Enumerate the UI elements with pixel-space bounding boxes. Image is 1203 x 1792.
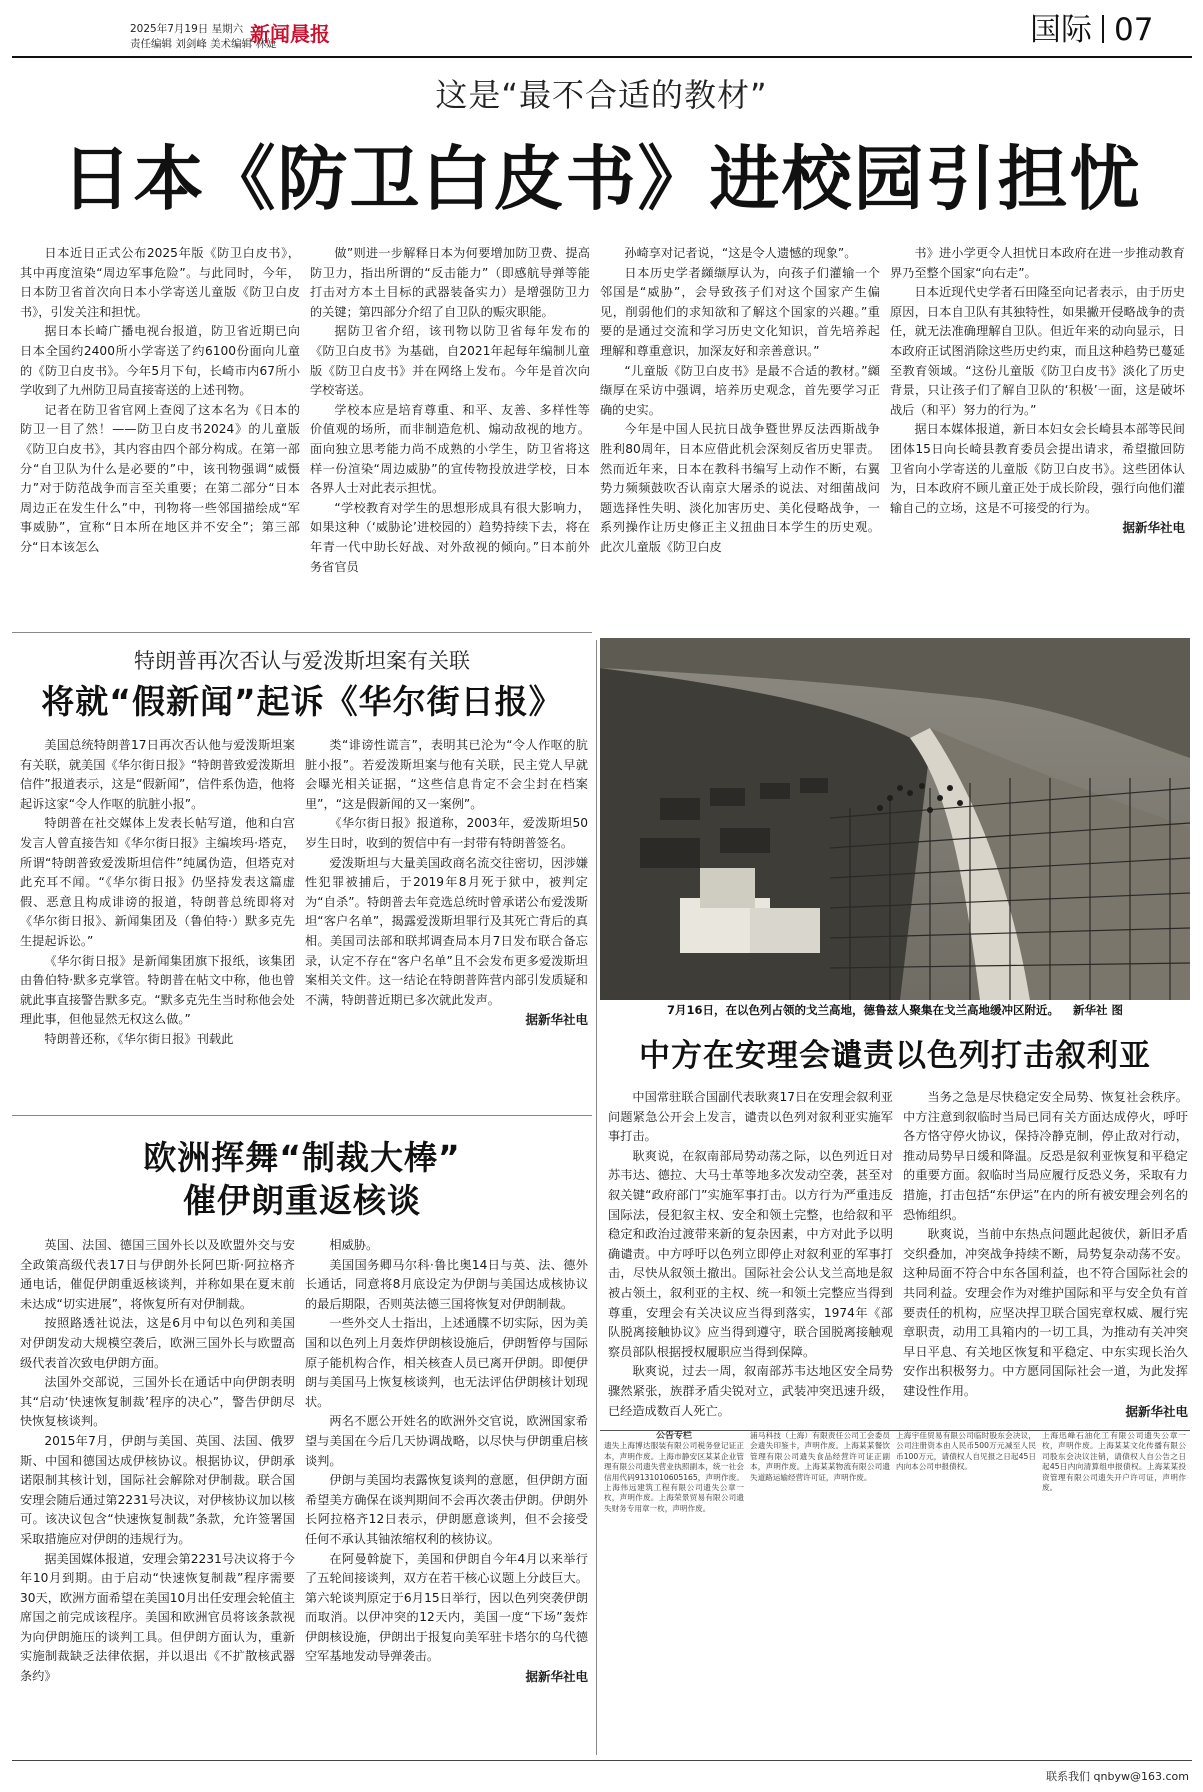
paragraph: 特朗普还称，《华尔街日报》刊载此 <box>44 1031 234 1046</box>
trump-col-1 <box>20 736 295 1106</box>
golan-heights-photo <box>600 638 1190 1000</box>
paragraph: 2015年7月，伊朗与美国、英国、法国、俄罗斯、中国和德国达成伊核协议。根据协议，伊朗承诺限制其核计划，国际社会解除对伊制裁。联合国安理会随后通过第2231号决议，对伊核协议加以核可。该决议包含“快速恢复制裁”条款，允许签署国采取措施应对伊朗的违规行为。 <box>20 1433 295 1546</box>
paragraph: 英国、法国、德国三国外长以及欧盟外交与安全政策高级代表17日与伊朗外长阿巴斯·阿拉格齐通电话，催促伊朗重返核谈判，并称如果在夏末前未达成“切实进展”，将恢复所有对伊制裁。 <box>20 1238 295 1311</box>
paragraph: 伊朗与美国均表露恢复谈判的意愿，但伊朗方面希望美方确保在谈判期间不会再次袭击伊朗。伊朗外长阿拉格齐12日表示，伊朗愿意谈判，但不会接受任何不承认其铀浓缩权利的核协议。 <box>305 1473 588 1546</box>
photo-caption <box>600 1002 1190 1018</box>
top-rule <box>12 56 1192 58</box>
paragraph: 耿爽说，在叙南部局势动荡之际，以色列近日对苏韦达、德拉、大马士革等地多次发动空袭，甚至对叙关键“政府部门”实施军事打击。以方行为严重违反国际法，侵犯叙主权、安全和领土完整，也给叙和平稳定和政治过渡带来新的复杂因素，中方对此予以明确谴责。中方呼吁以色列立即停止对叙利亚的军事打击，尽快从叙领土撤出。国际社会公认戈兰高地是叙被占领土，叙利亚的主权、统一和领土完整应当得到尊重，安理会有关决议应当得到落实，1974年《部队脱离接触协议》应当得到遵守，联合国脱离接触观察员部队根据授权履职应当得到保障。 <box>608 1148 893 1359</box>
trump-col-2 <box>305 736 588 1106</box>
paragraph: 两名不愿公开姓名的欧洲外交官说，欧洲国家希望与美国在今后几天协调战略，以尽快与伊朗重启核谈判。 <box>305 1414 588 1468</box>
paragraph: 学校本应是培育尊重、和平、友善、多样性等价值观的场所，而非制造危机、煽动敌视的地方。面向独立思考能力尚不成熟的小学生，防卫省将这样一份渲染“周边威胁”的宣传物投放进学校，日本各界人士对此表示担忧。 <box>310 402 590 496</box>
newspaper-logo: 新闻晨报 <box>250 22 330 46</box>
paragraph: 书》进小学更令人担忧日本政府在进一步推动教育界乃至整个国家“向右走”。 <box>890 246 1185 280</box>
footer-contact: 联系我们 qnbyw@163.com <box>1046 1770 1189 1783</box>
main-kicker: 这是“最不合适的教材” <box>435 76 768 114</box>
paragraph: 当务之急是尽快稳定安全局势、恢复社会秩序。中方注意到叙临时当局已同有关方面达成停火，呼吁各方恪守停火协议，保持冷静克制，停止敌对行动，推动局势早日缓和降温。反恐是叙利亚恢复和平稳定的重要方面。叙临时当局应履行反恐义务，采取有力措施，打击包括“东伊运”在内的所有被安理会列名的恐怖组织。 <box>903 1090 1188 1222</box>
paragraph: 特朗普在社交媒体上发表长帖写道，他和白宫发言人曾直接告知《华尔街日报》主编埃玛·塔克，所谓“特朗普致爱泼斯坦信件”纯属伪造，但塔克对此充耳不闻。“《华尔街日报》仍坚持发表这篇虚假、恶意且构成诽谤的报道，特朗普总统即将对《华尔街日报》、新闻集团及（鲁伯特·）默多克先生提起诉讼。” <box>20 816 295 948</box>
paragraph: 日本近现代史学者石田隆至向记者表示，由于历史原因，日本自卫队有其独特性，如果撇开侵略战争的责任，就无法准确理解自卫队。但近年来的动向显示，日本政府正试图消除这些历史约束，而且这种趋势已蔓延至教育领域。“这份儿童版《防卫白皮书》淡化了历史背景，只让孩子们了解自卫队的‘积极’一面，这是破坏战后（和平）努力的行为。” <box>890 285 1185 417</box>
section-header <box>1030 12 1153 48</box>
notice-text: 上海迅峰石油化工有限公司遗失公章一枚，声明作废。上海某某文化传播有限公司股东会决议注销，请债权人自公告之日起45日内向清算组申报债权。上海某某投资管理有限公司遗失开户许可证，声明作废。 <box>1042 1431 1186 1493</box>
section-rule <box>12 632 592 633</box>
paragraph: 耿爽说，当前中东热点问题此起彼伏，新旧矛盾交织叠加，冲突战争持续不断，局势复杂动荡不安。这种局面不符合中东各国利益，也不符合国际社会的共同利益。安理会作为对维护国际和平与安全负有首要责任的机构，应坚决捍卫联合国宪章权威、履行宪章职责，动用工具箱内的一切工具，为推动有关冲突早日平息、有关地区恢复和平稳定、中东实现长治久安作出积极努力。中方愿同国际社会一道，为此发挥建设性作用。 <box>903 1227 1188 1398</box>
paragraph: 据防卫省介绍，该刊物以防卫省每年发布的《防卫白皮书》为基础，自2021年起每年编制儿童版《防卫白皮书》并在网络上发布。今年是首次向学校寄送。 <box>310 324 590 398</box>
notice-col-2 <box>750 1431 890 1753</box>
main-col-2 <box>310 244 590 624</box>
main-col-1 <box>20 244 300 624</box>
main-col-4 <box>890 244 1185 624</box>
paragraph: “儿童版《防卫白皮书》是最不合适的教材。”纐缬厚在采访中强调，培养历史观念，首先要学习正确的史实。 <box>600 363 880 417</box>
paragraph: 耿爽说，过去一周，叙南部苏韦达地区安全局势骤然紧张，族群矛盾尖锐对立，武装冲突迅速升级，已经造成数百人死亡。 <box>608 1364 893 1418</box>
paragraph: 孙崎享对记者说，“这是令人遗憾的现象”。 <box>624 246 857 260</box>
paragraph: 相威胁。 <box>329 1238 379 1252</box>
paragraph: 据日本媒体报道，新日本妇女会长崎县本部等民间团体15日向长崎县教育委员会提出请求，希望撤回防卫省向小学寄送的儿童版《防卫白皮书》。这些团体认为，日本政府不顾儿童正处于成长阶段，强行向他们灌输自己的立场，这是不可接受的行为。 <box>890 422 1185 515</box>
paragraph: 类“诽谤性谎言”，表明其已沦为“令人作呕的肮脏小报”。若爱泼斯坦案与他有关联，民主党人早就会曝光相关证据，“这些信息肯定不会尘封在档案里”，“这是假新闻的又一案例”。 <box>305 738 588 811</box>
column-divider <box>596 640 597 1755</box>
section-rule <box>12 1115 592 1116</box>
byline: 据新华社电 <box>525 1012 588 1028</box>
section-divider <box>1102 15 1104 43</box>
paragraph: 一些外交人士指出，上述通牒不切实际，因为美国和以色列上月轰炸伊朗核设施后，伊朗暂停与国际原子能机构合作，相关核查人员已离开伊朗。即便伊朗与美国马上恢复核谈判，也无法评估伊朗核计划现状。 <box>305 1316 588 1409</box>
notice-text: 遗失上海博达服装有限公司税务登记证正本，声明作废。上海市静安区某某企业管理有限公司遗失营业执照副本，统一社会信用代码9131010605165，声明作废。上海伟远建筑工程有限公司遗失公章一枚，声明作废。上海荣景贸易有限公司遗失财务专用章一枚，声明作废。 <box>604 1441 744 1513</box>
notice-col-1 <box>604 1431 744 1753</box>
paragraph: 记者在防卫省官网上查阅了这本名为《日本的防卫一目了然！——防卫白皮书2024》的儿童版《防卫白皮书》，其内容由四个部分构成。在第一部分“自卫队为什么是必要的”中，该刊物强调“威慑力”对于防范战争而言至关重要；在第二部分“日本周边正在发生什么”中，刊物将一些邻国描绘成“军事威胁”，宣称“日本所在地区并不安全”；第三部分“日本该怎么 <box>20 402 300 554</box>
notice-col-4 <box>1042 1431 1186 1753</box>
syria-headline: 中方在安理会谴责以色列打击叙利亚 <box>639 1038 1151 1074</box>
paragraph: 《华尔街日报》报道称，2003年，爱泼斯坦50岁生日时，收到的贺信中有一封带有特朗普签名。 <box>305 816 588 850</box>
byline: 据新华社电 <box>1122 520 1185 536</box>
syria-col-1 <box>608 1088 893 1423</box>
europe-col-1 <box>20 1236 295 1754</box>
paragraph: 美国国务卿马尔科·鲁比奥14日与英、法、德外长通话，同意将8月底设定为伊朗与美国达成核协议的最后期限，否则英法德三国将恢复对伊朗制裁。 <box>305 1257 588 1311</box>
paragraph: 据美国媒体报道，安理会第2231号决议将于今年10月到期。由于启动“快速恢复制裁”程序需要30天，欧洲方面希望在美国10月出任安理会轮值主席国之前完成该程序。美国和欧洲官员将该条款视为向伊朗施压的谈判工具。但伊朗方面认为，重新实施制裁缺乏法律依据，并以退出《不扩散核武器条约》 <box>20 1551 295 1684</box>
editors: 责任编辑 刘剑峰 美术编辑 林婕 <box>130 38 277 50</box>
paragraph: 日本近日正式公布2025年版《防卫白皮书》，其中再度渲染“周边军事危险”。与此同时，今年，日本防卫省首次向日本小学寄送儿童版《防卫白皮书》，引发关注和担忧。 <box>20 246 300 319</box>
notice-col-3 <box>896 1431 1036 1753</box>
paragraph: 法国外交部说，三国外长在通话中向伊朗表明其“启动‘快速恢复制裁’程序的决心”，警告伊朗尽快恢复核谈判。 <box>20 1375 295 1429</box>
europe-headline-line1: 欧洲挥舞“制裁大棒” <box>143 1138 461 1177</box>
issue-date: 2025年7月19日 星期六 <box>130 23 244 35</box>
europe-col-2 <box>305 1236 588 1754</box>
paragraph: 美国总统特朗普17日再次否认他与爱泼斯坦案有关联，就美国《华尔街日报》“特朗普致爱泼斯坦信件”报道表示，这是“假新闻”，信件系伪造，他将起诉这家“令人作呕的肮脏小报”。 <box>20 738 295 811</box>
caption-text: 7月16日，在以色列占领的戈兰高地，德鲁兹人聚集在戈兰高地缓冲区附近。 <box>666 1003 1059 1017</box>
notice-text: 上海宇佳贸易有限公司临时股东会决议，公司注册资本由人民币500万元减至人民币100万元，请债权人自见报之日起45日内向本公司申报债权。 <box>896 1431 1036 1472</box>
notice-text: 浦马科技（上海）有限责任公司工会委员会遗失印鉴卡，声明作废。上海某某餐饮管理有限公司遗失食品经营许可证正副本，声明作废。上海某某物流有限公司遗失道路运输经营许可证，声明作废。 <box>750 1431 890 1482</box>
paragraph: 中国常驻联合国副代表耿爽17日在安理会叙利亚问题紧急公开会上发言，谴责以色列对叙利亚实施军事打击。 <box>608 1090 893 1144</box>
page-number: 07 <box>1114 12 1154 48</box>
main-col-3 <box>600 244 880 624</box>
caption-credit: 新华社 图 <box>1073 1003 1124 1017</box>
trump-kicker: 特朗普再次否认与爱泼斯坦案有关联 <box>134 649 470 673</box>
main-headline: 日本《防卫白皮书》进校园引担忧 <box>61 138 1142 220</box>
paragraph: 据日本长崎广播电视台报道，防卫省近期已向日本全国约2400所小学寄送了约6100份面向儿童的《防卫白皮书》。今年5月下旬，长崎市内67所小学收到了九州防卫局直接寄送的上述刊物。 <box>20 324 300 398</box>
paragraph: 做”则进一步解释日本为何要增加防卫费、提高防卫力，指出所谓的“反击能力”（即感航导弹等能打击对方本土目标的武器装备实力）是增强防卫力的关键；第四部分介绍了自卫队的赈灾职能。 <box>310 246 590 319</box>
footer-rule <box>12 1760 1192 1761</box>
paragraph: 今年是中国人民抗日战争暨世界反法西斯战争胜利80周年，日本应借此机会深刻反省历史罪责。然而近年来，日本在教科书编写上动作不断，右翼势力频频鼓吹否认南京大屠杀的说法、对细菌战问题选择性失明、淡化加害历史、美化侵略战争，一系列操作让历史修正主义扭曲日本学生的历史观。此次儿童版《防卫白皮 <box>600 422 880 554</box>
paragraph: 按照路透社说法，这是6月中旬以色列和美国对伊朗发动大规模空袭后，欧洲三国外长与欧盟高级代表首次致电伊朗方面。 <box>20 1316 295 1370</box>
paragraph: 日本历史学者纐缬厚认为，向孩子们灌输一个邻国是“威胁”，会导致孩子们对这个国家产生偏见，削弱他们的求知欲和了解这个国家的兴趣。”重要的是通过交流和学习历史文化知识，首先培养起理解和尊重意识，加深友好和亲善意识。” <box>600 265 880 358</box>
europe-headline-line2: 催伊朗重返核谈 <box>183 1181 421 1220</box>
notice-title: 公告专栏 <box>655 1431 692 1441</box>
paragraph: 爱泼斯坦与大量美国政商名流交往密切，因涉嫌性犯罪被捕后，于2019年8月死于狱中，被判定为“自杀”。特朗普去年竞选总统时曾承诺公布爱泼斯坦“客户名单”，揭露爱泼斯坦罪行及其死亡背后的真相。美国司法部和联邦调查局本月7日发布联合备忘录，认定不存在“客户名单”且不会发布更多爱泼斯坦案相关文件。这一结论在特朗普阵营内部引发质疑和不满，特朗普近期已多次就此发声。 <box>305 855 588 1007</box>
section-name: 国际 <box>1030 12 1092 48</box>
notice-section <box>600 1430 1190 1753</box>
paragraph: “学校教育对学生的思想形成具有很大影响力，如果这种（‘威胁论’进校园的）趋势持续下去，将在年青一代中助长好战、对外敌视的倾向。”日本前外务省官员 <box>310 500 590 574</box>
paragraph: 《华尔街日报》是新闻集团旗下报纸，该集团由鲁伯特·默多克掌管。特朗普在帖文中称，他也曾就此事直接警告默多克。“默多克先生当时称他会处理此事，但他显然无权这么做。” <box>20 953 295 1027</box>
trump-headline: 将就“假新闻”起诉《华尔街日报》 <box>41 682 563 721</box>
byline: 据新华社电 <box>525 1669 588 1685</box>
syria-col-2 <box>903 1088 1188 1423</box>
byline: 据新华社电 <box>1125 1403 1188 1419</box>
news-photo <box>600 638 1190 1000</box>
paragraph: 在阿曼斡旋下，美国和伊朗自今年4月以来举行了五轮间接谈判，双方在若干核心议题上分歧巨大。第六轮谈判原定于6月15日举行，因以色列突袭伊朗而取消。以伊冲突的12天内，美国一度“下场”轰炸伊朗核设施，伊朗出于报复向美军驻卡塔尔的乌代德空军基地发动导弹袭击。 <box>305 1551 588 1664</box>
